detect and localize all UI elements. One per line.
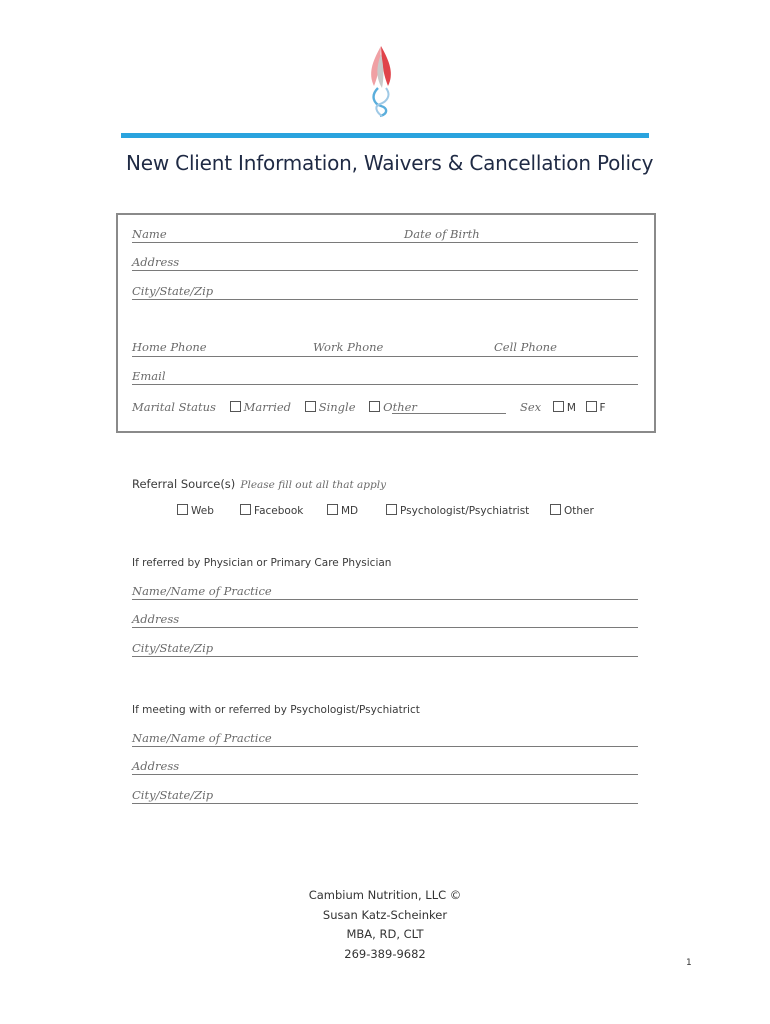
header-accent-bar bbox=[121, 133, 649, 138]
page-number: 1 bbox=[686, 958, 692, 968]
physician-city-label: City/State/Zip bbox=[132, 641, 214, 655]
footer-person: Susan Katz-Scheinker bbox=[322, 907, 448, 922]
checkbox-icon[interactable] bbox=[177, 504, 188, 515]
city-state-zip-label: City/State/Zip bbox=[132, 284, 214, 298]
physician-name-label: Name/Name of Practice bbox=[132, 584, 272, 598]
cell-phone-label: Cell Phone bbox=[494, 340, 557, 354]
name-field[interactable] bbox=[132, 242, 638, 243]
physician-city-field[interactable] bbox=[132, 656, 638, 657]
work-phone-label: Work Phone bbox=[313, 340, 384, 354]
marital-other-field[interactable] bbox=[392, 413, 506, 414]
footer-credentials: MBA, RD, CLT bbox=[346, 927, 424, 941]
home-phone-label: Home Phone bbox=[132, 340, 207, 354]
address-field[interactable] bbox=[132, 270, 638, 271]
married-option[interactable]: Married bbox=[230, 400, 291, 414]
footer bbox=[235, 886, 535, 964]
referral-option-md[interactable]: MD bbox=[327, 504, 358, 517]
other-option[interactable]: Other bbox=[369, 400, 417, 414]
name-label: Name bbox=[132, 227, 167, 241]
marital-status-label: Marital Status bbox=[132, 400, 216, 414]
dob-label: Date of Birth bbox=[404, 227, 480, 241]
referral-option-psychologist[interactable]: Psychologist/Psychiatrist bbox=[386, 504, 529, 517]
physician-address-field[interactable] bbox=[132, 627, 638, 628]
physician-heading: If referred by Physician or Primary Care Physician bbox=[132, 557, 392, 569]
referral-heading bbox=[132, 473, 386, 492]
sex-f-option[interactable]: F bbox=[586, 400, 606, 414]
checkbox-icon[interactable] bbox=[553, 401, 564, 412]
sex-label: Sex bbox=[520, 400, 542, 414]
checkbox-icon[interactable] bbox=[230, 401, 241, 412]
sex-row bbox=[520, 400, 606, 414]
checkbox-icon[interactable] bbox=[369, 401, 380, 412]
phone-field[interactable] bbox=[132, 356, 638, 357]
marital-status-row bbox=[132, 400, 417, 414]
address-label: Address bbox=[132, 255, 180, 269]
psych-city-field[interactable] bbox=[132, 803, 638, 804]
referral-option-other[interactable]: Other bbox=[550, 504, 594, 517]
checkbox-icon[interactable] bbox=[386, 504, 397, 515]
email-field[interactable] bbox=[132, 384, 638, 385]
psych-address-field[interactable] bbox=[132, 774, 638, 775]
single-option[interactable]: Single bbox=[305, 400, 356, 414]
checkbox-icon[interactable] bbox=[327, 504, 338, 515]
referral-subtitle: Please fill out all that apply bbox=[240, 479, 387, 491]
footer-phone: 269-389-9682 bbox=[344, 946, 426, 961]
psych-heading: If meeting with or referred by Psychologist/Psychiatrict bbox=[132, 704, 420, 716]
physician-address-label: Address bbox=[132, 612, 180, 626]
referral-title: Referral Source(s) bbox=[132, 477, 236, 491]
logo-icon bbox=[364, 44, 398, 118]
psych-name-label: Name/Name of Practice bbox=[132, 731, 272, 745]
sex-m-option[interactable]: M bbox=[553, 400, 576, 414]
referral-option-web[interactable]: Web bbox=[177, 504, 214, 517]
city-state-zip-field[interactable] bbox=[132, 299, 638, 300]
page-title: New Client Information, Waivers & Cancellation Policy bbox=[126, 151, 654, 175]
checkbox-icon[interactable] bbox=[586, 401, 597, 412]
email-label: Email bbox=[132, 369, 166, 383]
psych-address-label: Address bbox=[132, 759, 180, 773]
physician-name-field[interactable] bbox=[132, 599, 638, 600]
psych-name-field[interactable] bbox=[132, 746, 638, 747]
footer-company: Cambium Nutrition, LLC © bbox=[308, 888, 462, 902]
checkbox-icon[interactable] bbox=[305, 401, 316, 412]
checkbox-icon[interactable] bbox=[550, 504, 561, 515]
checkbox-icon[interactable] bbox=[240, 504, 251, 515]
referral-option-facebook[interactable]: Facebook bbox=[240, 504, 303, 517]
psych-city-label: City/State/Zip bbox=[132, 788, 214, 802]
